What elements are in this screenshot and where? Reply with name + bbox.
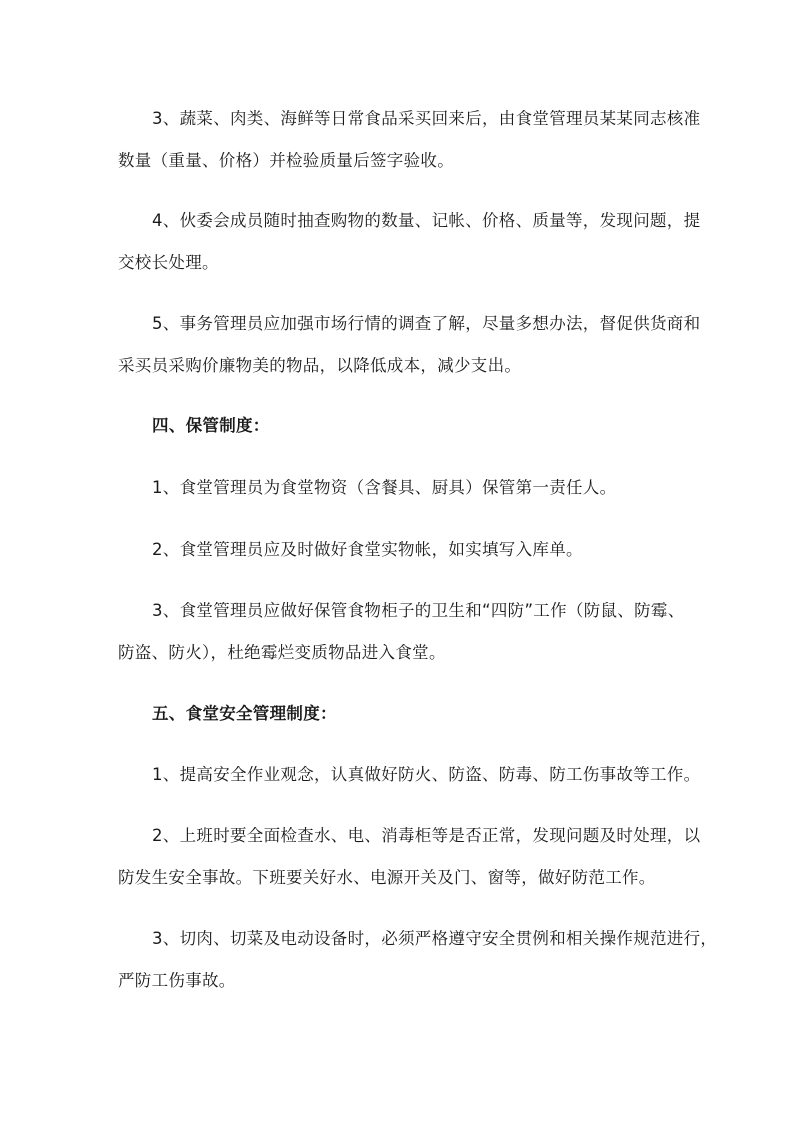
section-5-item-3-line-1: 3、切肉、切菜及电动设备时，必须严格遵守安全贯例和相关操作规范进行， (152, 929, 718, 948)
paragraph-5-line-2: 采买员采购价廉物美的物品，以降低成本，减少支出。 (118, 356, 522, 375)
paragraph-3-line-2: 数量（重量、价格）并检验质量后签字验收。 (118, 151, 454, 170)
paragraph-4-line-1: 4、伙委会成员随时抽查购物的数量、记帐、价格、质量等，发现问题，提 (152, 211, 701, 230)
section-5-item-3-line-2: 严防工伤事故。 (118, 971, 236, 990)
section-5-heading: 五、食堂安全管理制度： (152, 704, 337, 723)
paragraph-5-line-1: 5、事务管理员应加强市场行情的调查了解，尽量多想办法，督促供货商和 (152, 314, 701, 333)
section-5-item-1: 1、提高安全作业观念，认真做好防火、防盗、防毒、防工伤事故等工作。 (152, 765, 701, 784)
paragraph-3-line-1: 3、蔬菜、肉类、海鲜等日常食品采买回来后，由食堂管理员某某同志核准 (152, 109, 701, 128)
paragraph-4-line-2: 交校长处理。 (118, 253, 219, 272)
section-4-item-3-line-1: 3、食堂管理员应做好保管食物柜子的卫生和“四防”工作（防鼠、防霉、 (152, 601, 685, 620)
section-5-item-2-line-1: 2、上班时要全面检查水、电、消毒柜等是否正常，发现问题及时处理，以 (152, 826, 701, 845)
section-5-item-2-line-2: 防发生安全事故。下班要关好水、电源开关及门、窗等，做好防范工作。 (118, 868, 656, 887)
section-4-item-3-line-2: 防盗、防火），杜绝霉烂变质物品进入食堂。 (118, 643, 446, 662)
section-4-item-1: 1、食堂管理员为食堂物资（含餐具、厨具）保管第一责任人。 (152, 478, 617, 497)
section-4-item-2: 2、食堂管理员应及时做好食堂实物帐，如实填写入库单。 (152, 540, 583, 559)
section-4-heading: 四、保管制度： (152, 416, 270, 435)
